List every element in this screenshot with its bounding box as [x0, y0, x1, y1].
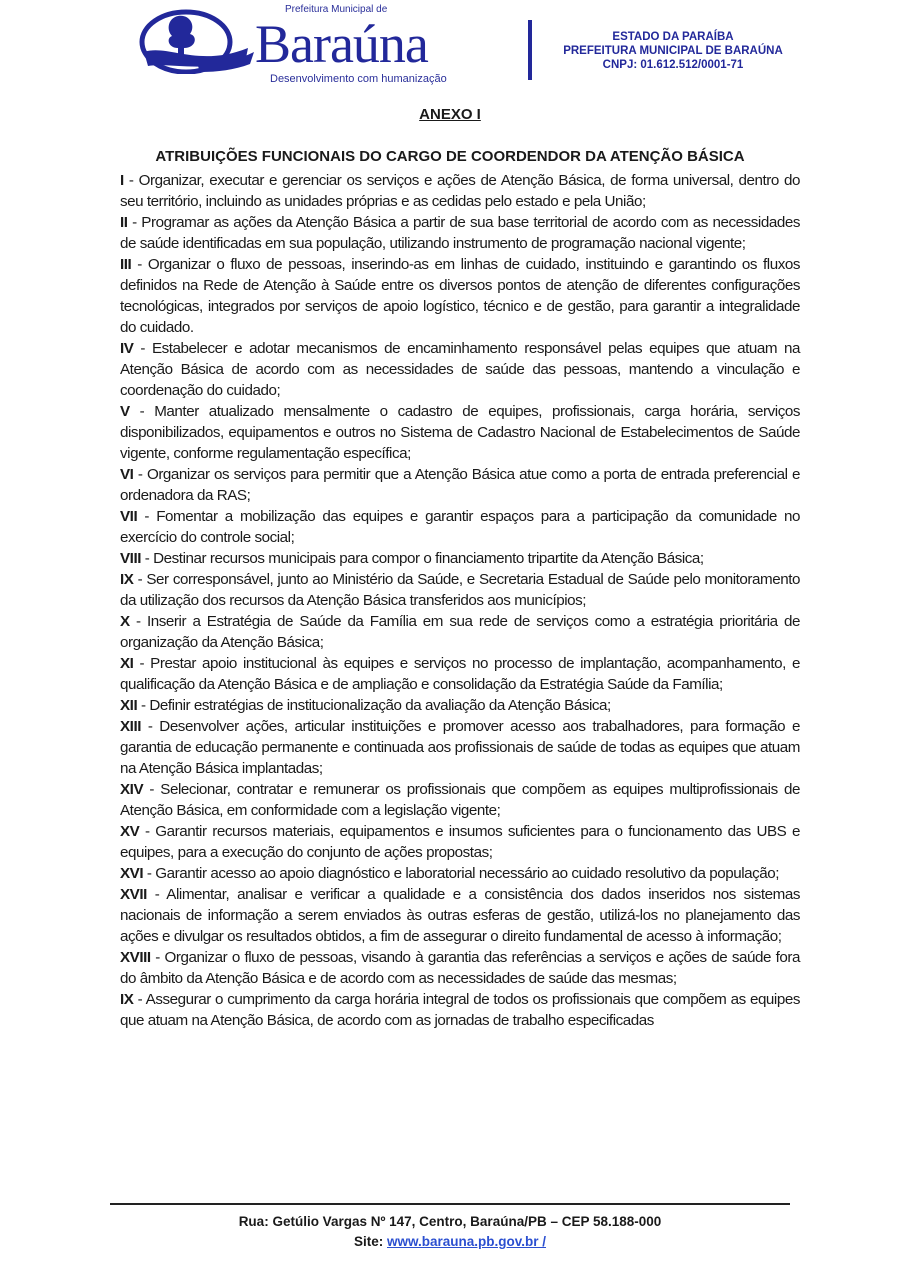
item-text: - Destinar recursos municipais para compor o financiamento tripartite da Atenção Básica;	[141, 550, 704, 567]
attribution-item	[120, 569, 800, 611]
item-numeral: XVII	[120, 886, 147, 903]
item-text: - Selecionar, contratar e remunerar os profissionais que compõem as equipes multiprofissionais de Atenção Básica, em conformidade com a legislação vigente;	[120, 781, 800, 819]
site-label: Site:	[353, 1234, 387, 1249]
item-numeral: I	[120, 172, 124, 189]
item-text: - Organizar o fluxo de pessoas, inserindo-as em linhas de cuidado, instituindo e garantindo os fluxos definidos na Rede de Atenção à Saúde entre os diversos pontos de atenção de diferentes configurações tecnológicas, integrados por serviços de apoio logístico, técnico e de gestão, para garantir a integralidade do cuidado.	[120, 256, 800, 336]
logo-name: Baraúna	[255, 14, 428, 74]
footer-site	[0, 1232, 900, 1252]
prefecture-name: PREFEITURA MUNICIPAL DE BARAÚNA	[563, 45, 783, 57]
item-text: - Garantir recursos materiais, equipamentos e insumos suficientes para o funcionamento das UBS e equipes, para a execução do conjunto de ações propostas;	[120, 823, 800, 861]
attribution-item	[120, 884, 800, 947]
item-numeral: V	[120, 403, 130, 420]
item-text: - Ser corresponsável, junto ao Ministério da Saúde, e Secretaria Estadual de Saúde pelo monitoramento da utilização dos recursos da Atenção Básica transferidos aos municípios;	[120, 571, 800, 609]
attribution-item	[120, 548, 800, 569]
state-name: ESTADO DA PARAÍBA	[612, 31, 734, 43]
item-numeral: XVI	[120, 865, 144, 882]
item-text: - Inserir a Estratégia de Saúde da Família em sua rede de serviços como a estratégia prioritária de organização da Atenção Básica;	[120, 613, 800, 651]
item-numeral: XIV	[120, 781, 144, 798]
page-body	[0, 170, 900, 1272]
item-text: - Prestar apoio institucional às equipes e serviços no processo de implantação, acompanhamento, e qualificação da Atenção Básica e de ampliação e consolidação da Estratégia Saúde da Família;	[120, 655, 800, 693]
item-text: - Estabelecer e adotar mecanismos de encaminhamento responsável pelas equipes que atuam na Atenção Básica de acordo com as necessidades de saúde das pessoas, mantendo a vinculação e coordenação do cuidado;	[120, 340, 800, 399]
item-numeral: XVIII	[120, 949, 151, 966]
municipal-emblem-icon	[138, 8, 256, 74]
item-text: - Organizar, executar e gerenciar os serviços e ações de Atenção Básica, de forma universal, dentro do seu território, incluindo as unidades próprias e as cedidas pelo estado e pela União;	[120, 172, 800, 210]
attribution-item	[120, 401, 800, 464]
footer-divider	[110, 1203, 790, 1205]
item-numeral: II	[120, 214, 128, 231]
item-numeral: XI	[120, 655, 134, 672]
header-institution	[538, 30, 808, 72]
item-numeral: XIII	[120, 718, 141, 735]
header-divider	[528, 20, 532, 80]
item-numeral: IX	[120, 571, 134, 588]
item-numeral: XII	[120, 697, 138, 714]
attribution-item	[120, 695, 800, 716]
attribution-item	[120, 821, 800, 863]
letterhead	[138, 4, 808, 88]
item-numeral: XV	[120, 823, 140, 840]
item-numeral: X	[120, 613, 130, 630]
item-text: - Organizar os serviços para permitir que a Atenção Básica atue como a porta de entrada preferencial e ordenadora da RAS;	[120, 466, 800, 504]
attributions-list	[120, 170, 800, 1031]
item-text: - Assegurar o cumprimento da carga horária integral de todos os profissionais que compõem as equipes que atuam na Atenção Básica, de acordo com as jornadas de trabalho especificadas	[120, 991, 800, 1029]
item-numeral: VIII	[120, 550, 141, 567]
item-text: - Alimentar, analisar e verificar a qualidade e a consistência dos dados inseridos nos sistemas nacionais de informação a serem enviados às outras esferas de gestão, utilizá-los no planejamento das ações e divulgar os resultados obtidos, a fim de assegurar o direito fundamental de acesso à informação;	[120, 886, 800, 945]
attribution-item	[120, 506, 800, 548]
footer-address: Rua: Getúlio Vargas Nº 147, Centro, Baraúna/PB – CEP 58.188-000	[238, 1214, 662, 1229]
attribution-item	[120, 863, 800, 884]
spacer	[0, 1031, 900, 1203]
attribution-item	[120, 254, 800, 338]
item-numeral: IX	[120, 991, 134, 1008]
cnpj: CNPJ: 01.612.512/0001-71	[602, 59, 744, 71]
attribution-item	[120, 212, 800, 254]
attribution-item	[120, 338, 800, 401]
document-title: ATRIBUIÇÕES FUNCIONAIS DO CARGO DE COORDENDOR DA ATENÇÃO BÁSICA	[155, 148, 745, 165]
attribution-item	[120, 170, 800, 212]
item-text: - Manter atualizado mensalmente o cadastro de equipes, profissionais, carga horária, serviços disponibilizados, equipamentos e outros no Sistema de Cadastro Nacional de Estabelecimentos de Saúde vigente, conforme regulamentação específica;	[120, 403, 800, 462]
item-numeral: IV	[120, 340, 134, 357]
attribution-item	[120, 611, 800, 653]
logo-slogan: Desenvolvimento com humanização	[270, 73, 447, 85]
item-numeral: VI	[120, 466, 134, 483]
attribution-item	[120, 947, 800, 989]
annex-heading: ANEXO I	[419, 106, 481, 123]
site-link[interactable]: www.barauna.pb.gov.br /	[387, 1234, 547, 1249]
item-text: - Organizar o fluxo de pessoas, visando à garantia das referências a serviços e ações de saúde fora do âmbito da Atenção Básica e de acordo com as necessidades de saúde das mesmas;	[120, 949, 800, 987]
item-numeral: VII	[120, 508, 138, 525]
item-numeral: III	[120, 256, 132, 273]
logo-prefix: Prefeitura Municipal de	[285, 4, 388, 15]
item-text: - Garantir acesso ao apoio diagnóstico e laboratorial necessário ao cuidado resolutivo da população;	[143, 865, 780, 882]
attribution-item	[120, 989, 800, 1031]
attribution-item	[120, 653, 800, 695]
item-text: - Desenvolver ações, articular instituições e promover acesso aos trabalhadores, para formação e garantia de educação permanente e continuada aos profissionais de saúde de todas as equipes que atuam na Atenção Básica implantadas;	[120, 718, 800, 777]
item-text: - Definir estratégias de institucionalização da avaliação da Atenção Básica;	[137, 697, 611, 714]
attribution-item	[120, 464, 800, 506]
item-text: - Programar as ações da Atenção Básica a partir de sua base territorial de acordo com as necessidades de saúde identificadas em sua população, utilizando instrumento de programação nacional vigente;	[120, 214, 800, 252]
attribution-item	[120, 716, 800, 779]
item-text: - Fomentar a mobilização das equipes e garantir espaços para a participação da comunidade no exercício do controle social;	[120, 508, 800, 546]
footer	[0, 1212, 900, 1252]
attribution-item	[120, 779, 800, 821]
